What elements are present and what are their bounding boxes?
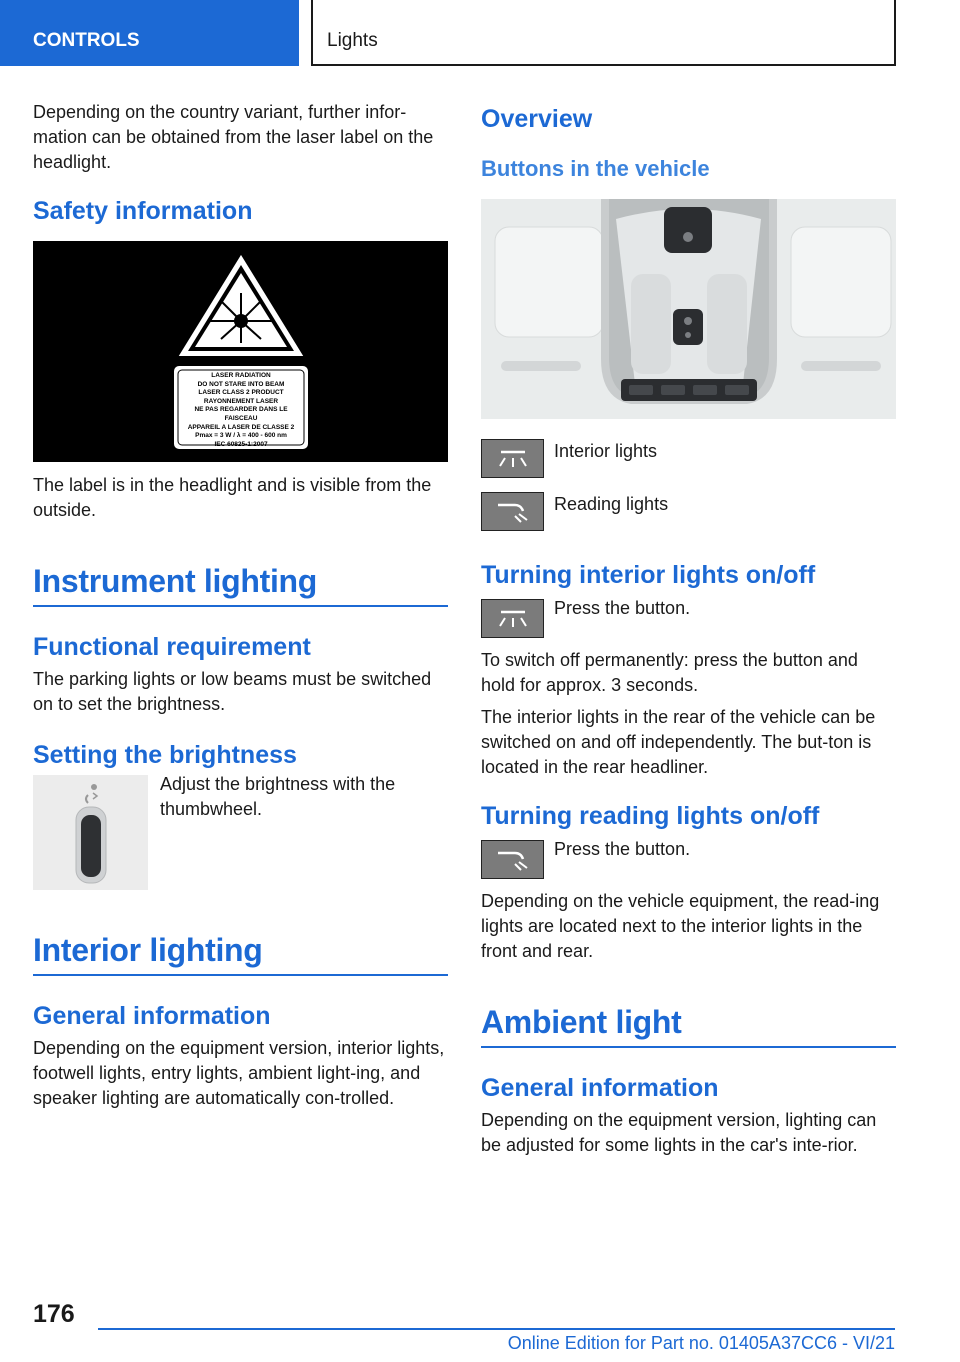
interior-lighting-heading: Interior lighting xyxy=(33,930,448,976)
brightness-text: Adjust the brightness with the thumbwheel. xyxy=(160,774,396,819)
overview-heading: Overview xyxy=(481,105,593,133)
brightness-row xyxy=(33,775,448,890)
laser-label-image xyxy=(33,241,448,462)
reading-light-icon xyxy=(481,492,544,531)
section-tab: CONTROLS xyxy=(0,0,299,66)
page-number: 176 xyxy=(33,1300,75,1328)
laser-label-line: LASER CLASS 2 PRODUCT xyxy=(198,389,284,397)
general-information-heading: General information xyxy=(33,1002,271,1030)
interior-light-icon xyxy=(481,599,544,638)
right-column xyxy=(481,103,896,1165)
ambient-general-heading: General information xyxy=(481,1074,719,1102)
ambient-text: Depending on the equipment version, lighting can be adjusted for some lights in the car's inte-rior. xyxy=(481,1110,877,1155)
thumbwheel-icon xyxy=(33,775,148,890)
legend-interior-lights xyxy=(481,439,896,478)
laser-label-line: APPAREIL A LASER DE CLASSE 2 xyxy=(187,423,295,431)
overhead-console-graphic xyxy=(481,199,896,419)
safety-caption: The label is in the headlight and is visible from the outside. xyxy=(33,475,432,520)
laser-label-line: RAYONNEMENT LASER xyxy=(203,397,279,405)
buttons-in-vehicle-heading: Buttons in the vehicle xyxy=(481,156,710,181)
instrument-lighting-heading: Instrument lighting xyxy=(33,561,448,607)
interior-press-text: Press the button. xyxy=(554,598,691,618)
legend-label: Interior lights xyxy=(554,441,658,461)
functional-requirement-text: The parking lights or low beams must be switched on to set the brightness. xyxy=(33,669,432,714)
thumbwheel-image xyxy=(33,775,148,890)
legend-reading-lights xyxy=(481,492,896,531)
ambient-light-heading: Ambient light xyxy=(481,1002,896,1048)
left-column xyxy=(33,100,448,1118)
interior-switch-off-text: To switch off permanently: press the button and hold for approx. 3 seconds. xyxy=(481,650,858,695)
laser-label-line: Pmax = 3 W / λ = 400 - 600 nm xyxy=(195,432,287,440)
functional-requirement-heading: Functional requirement xyxy=(33,633,311,661)
reading-press-text: Press the button. xyxy=(554,839,691,859)
interior-rear-text: The interior lights in the rear of the vehicle can be switched on and off independently. The but-ton is located in the rear headliner. xyxy=(481,707,876,777)
safety-heading: Safety information xyxy=(33,197,253,225)
chapter-title: Lights xyxy=(311,0,896,66)
reading-light-icon xyxy=(481,840,544,879)
laser-label-line: IEC 60825-1:2007 xyxy=(214,440,268,448)
reading-location-text: Depending on the vehicle equipment, the read-ing lights are located next to the interior lights in the front and rear. xyxy=(481,891,880,961)
legend-label: Reading lights xyxy=(554,494,669,514)
interior-onoff-heading: Turning interior lights on/off xyxy=(481,561,816,589)
setting-brightness-heading: Setting the brightness xyxy=(33,741,297,769)
reading-press-row xyxy=(481,840,896,879)
footer-divider xyxy=(98,1328,895,1330)
interior-press-row xyxy=(481,599,896,638)
laser-label-line: DO NOT STARE INTO BEAM xyxy=(197,380,285,388)
intro-text: Depending on the country variant, further infor-mation can be obtained from the laser label on the headlight. xyxy=(33,102,434,172)
reading-onoff-heading: Turning reading lights on/off xyxy=(481,802,820,830)
interior-light-icon xyxy=(481,439,544,478)
overhead-console-image xyxy=(481,199,896,419)
laser-label-line: NE PAS REGARDER DANS LE FAISCEAU xyxy=(194,406,288,422)
laser-label-line: LASER RADIATION xyxy=(211,372,271,379)
general-information-text: Depending on the equipment version, interior lights, footwell lights, entry lights, ambient light-ing, and speaker lighting are automatically con-trolled. xyxy=(33,1038,445,1108)
edition-text: Online Edition for Part no. 01405A37CC6 - VI/21 xyxy=(507,1333,895,1353)
